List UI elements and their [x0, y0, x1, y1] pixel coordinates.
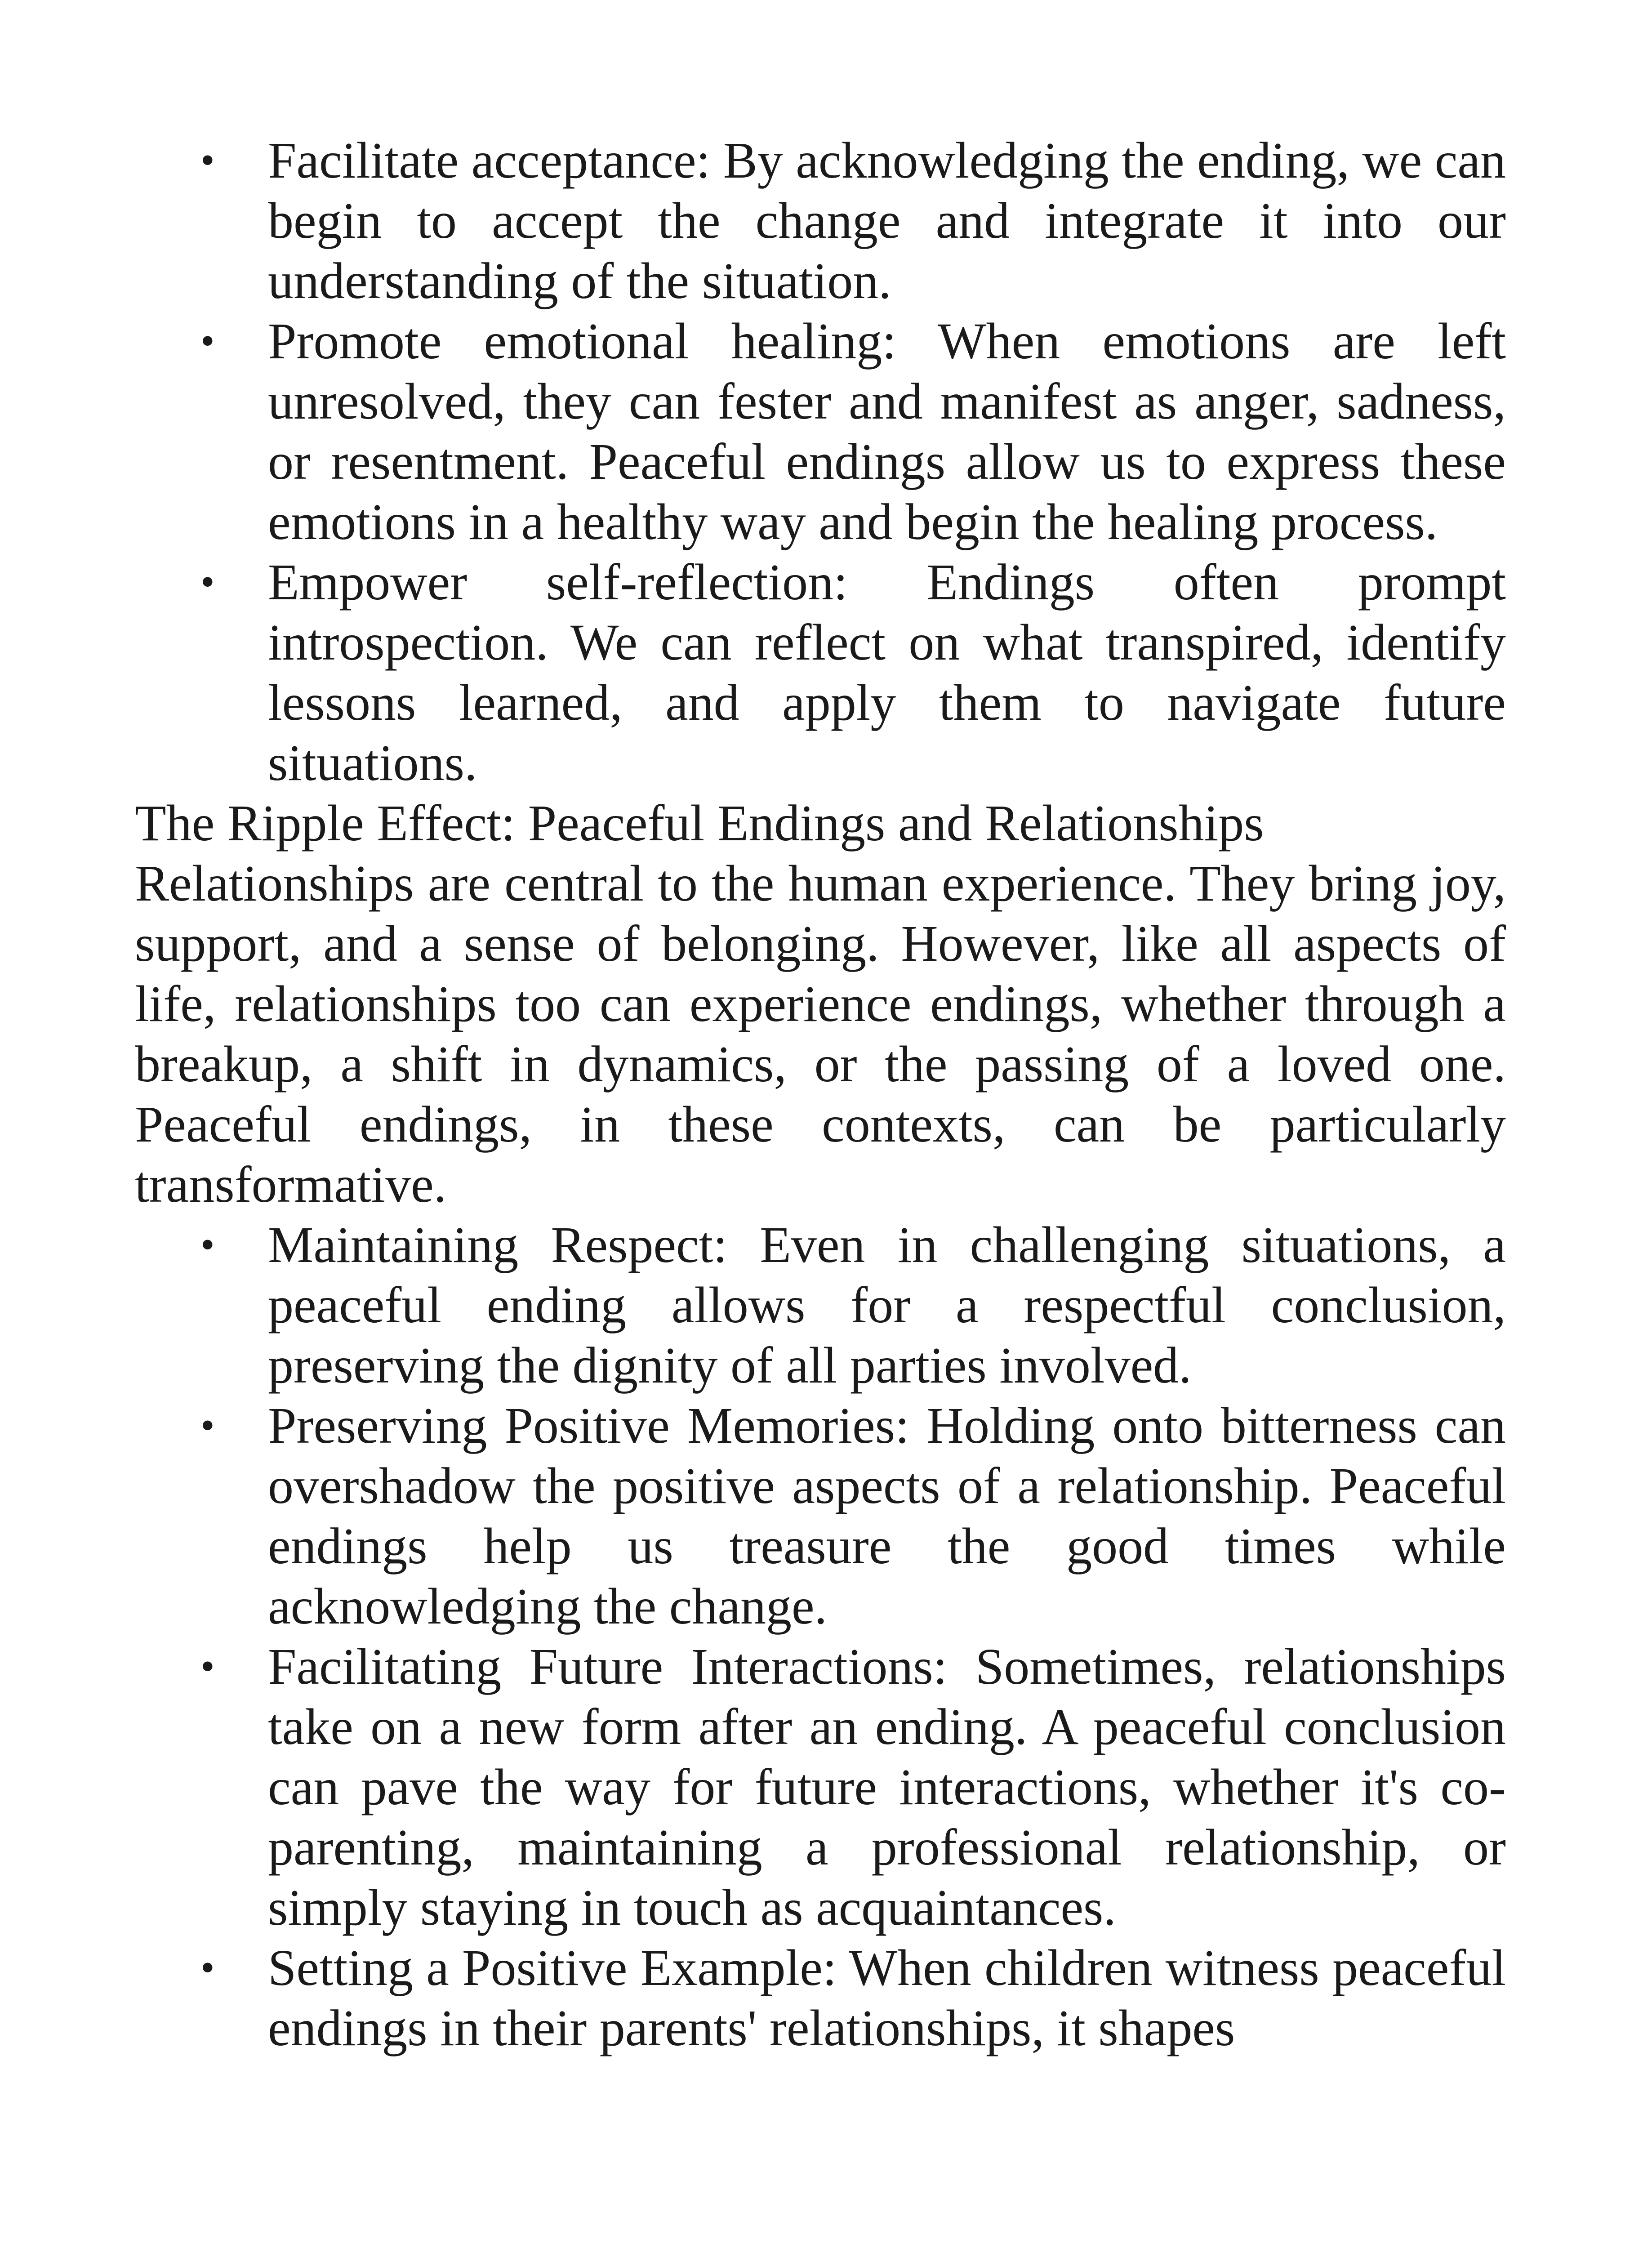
list-item: • Empower self-reflection: Endings often prompt introspection. We can reflect on what transpired, identify lessons learned, and apply them to navigate future situations. — [268, 552, 1506, 793]
list-item: • Facilitate acceptance: By acknowledging the ending, we can begin to accept the change and integrate it into our understanding of the situation. — [268, 130, 1506, 311]
benefits-list — [135, 130, 1506, 793]
list-item: • Setting a Positive Example: When children witness peaceful endings in their parents' relationships, it shapes — [268, 1938, 1506, 2058]
relationship-list — [135, 1215, 1506, 2058]
list-item: • Maintaining Respect: Even in challenging situations, a peaceful ending allows for a respectful conclusion, preserving the dignity of all parties involved. — [268, 1215, 1506, 1396]
page-body — [135, 130, 1506, 2058]
list-item: • Facilitating Future Interactions: Sometimes, relationships take on a new form after an ending. A peaceful conclusion can pave the way for future interactions, whether it's co-parenting, maintaining a professional relationship, or simply staying in touch as acquaintances. — [268, 1637, 1506, 1938]
list-item: • Preserving Positive Memories: Holding onto bitterness can overshadow the positive aspects of a relationship. Peaceful endings help us treasure the good times while acknowledging the change. — [268, 1396, 1506, 1637]
intro-paragraph: Relationships are central to the human experience. They bring joy, support, and a sense of belonging. However, like all aspects of life, relationships too can experience endings, whether through a breakup, a shift in dynamics, or the passing of a loved one. Peaceful endings, in these contexts, can be particularly transformative. — [135, 855, 1506, 1213]
section-heading: The Ripple Effect: Peaceful Endings and Relationships — [135, 794, 1264, 852]
list-item: • Promote emotional healing: When emotions are left unresolved, they can fester and manifest as anger, sadness, or resentment. Peaceful endings allow us to express these emotions in a healthy way and begin the healing process. — [268, 311, 1506, 552]
